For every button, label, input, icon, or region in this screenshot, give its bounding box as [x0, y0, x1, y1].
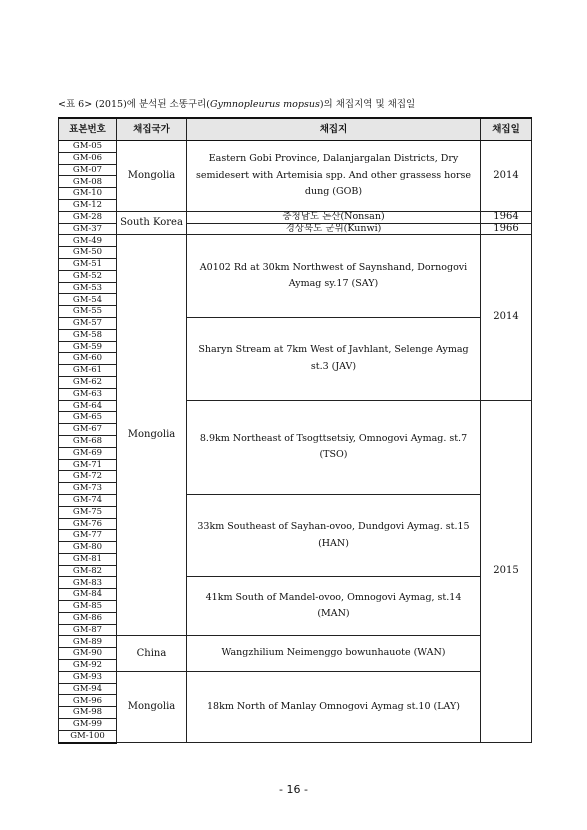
specimen-cell: GM-62 — [59, 376, 117, 388]
specimen-cell: GM-83 — [59, 577, 117, 589]
date-cell: 1966 — [481, 223, 532, 235]
specimen-cell: GM-73 — [59, 483, 117, 495]
specimen-cell: GM-89 — [59, 636, 117, 648]
caption-prefix: <표 6> (2015)에 분석된 소똥구리( — [58, 99, 210, 110]
specimen-cell: GM-67 — [59, 424, 117, 436]
table-header-row — [59, 118, 532, 141]
date-cell: 2015 — [481, 400, 532, 743]
specimen-cell: GM-65 — [59, 412, 117, 424]
specimen-cell: GM-10 — [59, 188, 117, 200]
specimen-cell: GM-57 — [59, 317, 117, 329]
table-row — [59, 141, 532, 153]
caption-species: Gymnopleurus mopsus — [209, 99, 320, 110]
specimen-cell: GM-07 — [59, 164, 117, 176]
header-location: 채집지 — [187, 118, 481, 141]
specimen-cell: GM-61 — [59, 365, 117, 377]
location-cell: 41km South of Mandel-ovoo, Omnogovi Aymag, st.14 (MAN) — [187, 577, 481, 636]
specimen-cell: GM-69 — [59, 447, 117, 459]
specimen-cell: GM-63 — [59, 388, 117, 400]
specimen-cell: GM-77 — [59, 530, 117, 542]
header-date: 채집일 — [481, 118, 532, 141]
specimen-cell: GM-74 — [59, 494, 117, 506]
date-cell: 1964 — [481, 211, 532, 223]
specimen-cell: GM-99 — [59, 719, 117, 731]
specimen-cell: GM-06 — [59, 152, 117, 164]
specimen-cell: GM-84 — [59, 589, 117, 601]
date-cell: 2014 — [481, 141, 532, 212]
specimen-cell: GM-80 — [59, 542, 117, 554]
specimen-cell: GM-93 — [59, 671, 117, 683]
specimen-cell: GM-94 — [59, 683, 117, 695]
specimen-cell: GM-64 — [59, 400, 117, 412]
specimen-cell: GM-98 — [59, 707, 117, 719]
specimen-cell: GM-75 — [59, 506, 117, 518]
specimen-cell: GM-100 — [59, 730, 117, 742]
specimen-cell: GM-52 — [59, 270, 117, 282]
specimen-cell: GM-96 — [59, 695, 117, 707]
specimen-cell: GM-82 — [59, 565, 117, 577]
specimen-cell: GM-60 — [59, 353, 117, 365]
specimen-cell: GM-81 — [59, 553, 117, 565]
specimen-cell: GM-76 — [59, 518, 117, 530]
date-cell: 2014 — [481, 235, 532, 400]
country-cell: Mongolia — [117, 141, 187, 212]
location-cell: 경상북도 군위(Kunwi) — [187, 223, 481, 235]
location-cell: Eastern Gobi Province, Dalanjargalan Districts, Dry semidesert with Artemisia spp. And other grassess horse dung (GOB) — [187, 141, 481, 212]
specimen-cell: GM-90 — [59, 648, 117, 660]
table-row — [59, 211, 532, 223]
location-cell: Sharyn Stream at 7km West of Javhlant, Selenge Aymag st.3 (JAV) — [187, 317, 481, 400]
header-country: 채집국가 — [117, 118, 187, 141]
specimen-cell: GM-28 — [59, 211, 117, 223]
specimen-cell: GM-05 — [59, 141, 117, 153]
caption-suffix: )의 채집지역 및 채집일 — [319, 99, 416, 110]
specimen-table — [58, 117, 532, 744]
specimen-cell: GM-49 — [59, 235, 117, 247]
specimen-cell: GM-54 — [59, 294, 117, 306]
country-cell: Mongolia — [117, 671, 187, 742]
country-cell: Mongolia — [117, 235, 187, 636]
table-row — [59, 636, 532, 648]
table-body — [59, 141, 532, 743]
specimen-cell: GM-51 — [59, 258, 117, 270]
specimen-cell: GM-68 — [59, 435, 117, 447]
specimen-cell: GM-86 — [59, 612, 117, 624]
specimen-cell: GM-08 — [59, 176, 117, 188]
country-cell: South Korea — [117, 211, 187, 235]
specimen-cell: GM-12 — [59, 199, 117, 211]
location-cell: A0102 Rd at 30km Northwest of Saynshand, Dornogovi Aymag sy.17 (SAY) — [187, 235, 481, 318]
location-cell: 18km North of Manlay Omnogovi Aymag st.10 (LAY) — [187, 671, 481, 742]
specimen-cell: GM-55 — [59, 306, 117, 318]
specimen-cell: GM-50 — [59, 247, 117, 259]
specimen-cell: GM-92 — [59, 660, 117, 672]
location-cell: 8.9km Northeast of Tsogttsetsiy, Omnogovi Aymag. st.7 (TSO) — [187, 400, 481, 494]
header-specimen-no: 표본번호 — [59, 118, 117, 141]
table-caption — [58, 96, 538, 110]
specimen-cell: GM-58 — [59, 329, 117, 341]
specimen-cell: GM-72 — [59, 471, 117, 483]
specimen-cell: GM-53 — [59, 282, 117, 294]
specimen-cell: GM-71 — [59, 459, 117, 471]
specimen-cell: GM-37 — [59, 223, 117, 235]
table-row — [59, 235, 532, 247]
location-cell: 33km Southeast of Sayhan-ovoo, Dundgovi Aymag. st.15 (HAN) — [187, 494, 481, 577]
page-number: - 16 - — [279, 783, 308, 796]
specimen-cell: GM-87 — [59, 624, 117, 636]
country-cell: China — [117, 636, 187, 671]
location-cell: 충청남도 논산(Nonsan) — [187, 211, 481, 223]
specimen-cell: GM-59 — [59, 341, 117, 353]
specimen-cell: GM-85 — [59, 601, 117, 613]
location-cell: Wangzhilium Neimenggo bowunhauote (WAN) — [187, 636, 481, 671]
table-row — [59, 671, 532, 683]
